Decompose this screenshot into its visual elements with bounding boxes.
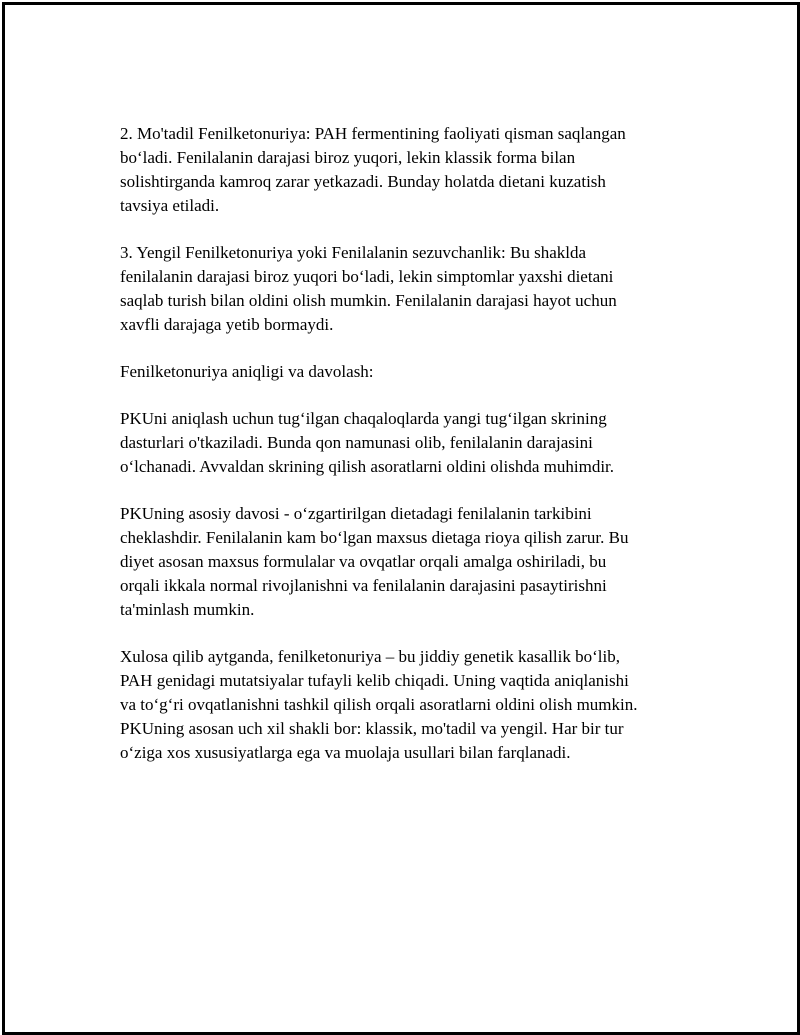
text-line: PKUning asosiy davosi - o‘zgartirilgan dietadagi fenilalanin tarkibini [120,504,592,523]
text-line: Xulosa qilib aytganda, fenilketonuriya – bu jiddiy genetik kasallik bo‘lib, [120,647,620,666]
text-line: Fenilketonuriya aniqligi va davolash: [120,362,374,381]
text-line: xavfli darajaga yetib bormaydi. [120,315,334,334]
paragraph-screening [120,407,700,479]
text-line: va to‘g‘ri ovqatlanishni tashkil qilish orqali asoratlarni oldini olish mumkin. [120,695,638,714]
paragraph-moderate-pku [120,122,700,218]
text-line: o‘lchanadi. Avvaldan skrining qilish asoratlarni oldini olishda muhimdir. [120,457,615,476]
text-line: bo‘ladi. Fenilalanin darajasi biroz yuqori, lekin klassik forma bilan [120,148,576,167]
text-line: o‘ziga xos xususiyatlarga ega va muolaja usullari bilan farqlanadi. [120,743,571,762]
paragraph-mild-pku [120,241,700,337]
text-line: solishtirganda kamroq zarar yetkazadi. Bunday holatda dietani kuzatish [120,172,606,191]
text-line: saqlab turish bilan oldini olish mumkin. Fenilalanin darajasi hayot uchun [120,291,617,310]
text-line: PKUni aniqlash uchun tug‘ilgan chaqaloqlarda yangi tug‘ilgan skrining [120,409,607,428]
text-line: PAH genidagi mutatsiyalar tufayli kelib chiqadi. Uning vaqtida aniqlanishi [120,671,629,690]
paragraph-conclusion [120,645,700,765]
text-line: PKUning asosan uch xil shakli bor: klassik, mo'tadil va yengil. Har bir tur [120,719,624,738]
page-content [120,122,700,788]
page-frame [2,2,800,1035]
text-line: dasturlari o'tkaziladi. Bunda qon namunasi olib, fenilalanin darajasini [120,433,593,452]
section-heading-diagnosis-treatment [120,360,700,384]
text-line: cheklashdir. Fenilalanin kam bo‘lgan maxsus dietaga rioya qilish zarur. Bu [120,528,629,547]
text-line: orqali ikkala normal rivojlanishni va fenilalanin darajasini pasaytirishni [120,576,607,595]
text-line: diyet asosan maxsus formulalar va ovqatlar orqali amalga oshiriladi, bu [120,552,607,571]
text-line: 3. Yengil Fenilketonuriya yoki Fenilalanin sezuvchanlik: Bu shaklda [120,243,587,262]
text-line: ta'minlash mumkin. [120,600,255,619]
text-line: fenilalanin darajasi biroz yuqori bo‘ladi, lekin simptomlar yaxshi dietani [120,267,614,286]
text-line: tavsiya etiladi. [120,196,220,215]
paragraph-treatment [120,502,700,622]
text-line: 2. Mo'tadil Fenilketonuriya: PAH fermentining faoliyati qisman saqlangan [120,124,626,143]
